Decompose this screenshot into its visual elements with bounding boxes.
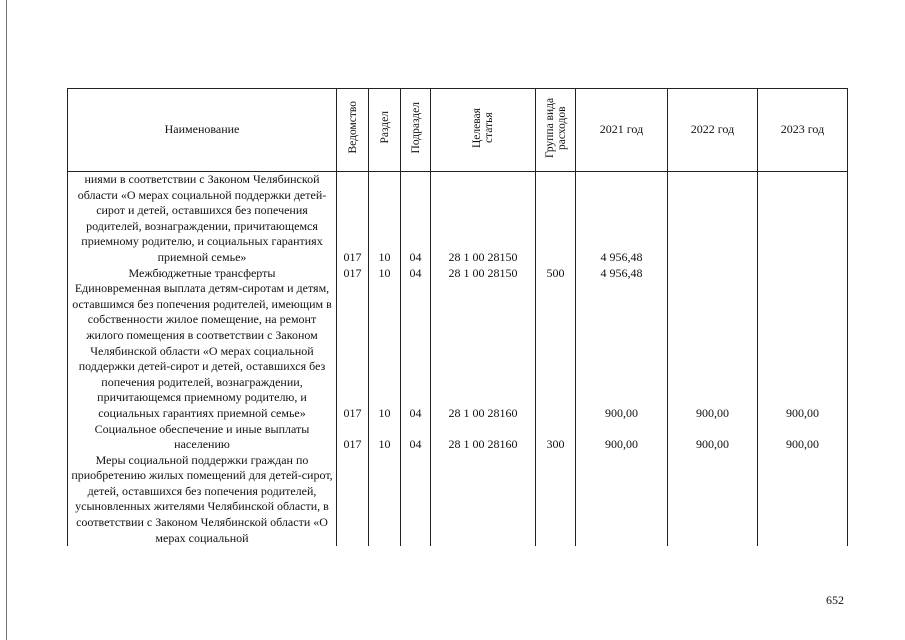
row-2021: 4 956,48 [576,266,668,282]
row-gruppa [536,172,576,266]
row-razdel [369,453,401,547]
row-vedomstvo: 017 [337,172,369,266]
row-podrazdel: 04 [401,281,431,421]
row-celevaya: 28 1 00 28150 [431,172,536,266]
row-2022 [668,453,758,547]
row-2021: 4 956,48 [576,172,668,266]
header-gruppa: Группа вида расходов [536,89,576,172]
row-vedomstvo: 017 [337,281,369,421]
row-2023: 900,00 [758,281,848,421]
page-number: 652 [826,593,844,607]
header-2023: 2023 год [758,89,848,172]
row-gruppa [536,453,576,547]
row-celevaya: 28 1 00 28160 [431,281,536,421]
row-razdel: 10 [369,281,401,421]
table-row [68,266,848,282]
row-2022 [668,266,758,282]
scan-edge-line [6,0,7,640]
table-row [68,172,848,266]
row-2022: 900,00 [668,422,758,453]
row-vedomstvo [337,453,369,547]
row-vedomstvo: 017 [337,422,369,453]
row-2021 [576,453,668,547]
row-2023 [758,172,848,266]
row-podrazdel: 04 [401,266,431,282]
row-2021: 900,00 [576,422,668,453]
header-vedomstvo: Ведомство [337,89,369,172]
row-2023 [758,266,848,282]
row-razdel: 10 [369,172,401,266]
row-name: Социальное обеспечение и иные выплаты населению [68,422,337,453]
row-celevaya: 28 1 00 28150 [431,266,536,282]
row-name: Межбюджетные трансферты [68,266,337,282]
header-podrazdel: Подраздел [401,89,431,172]
row-2023 [758,453,848,547]
table-row [68,281,848,421]
row-vedomstvo: 017 [337,266,369,282]
header-razdel: Раздел [369,89,401,172]
row-name: Единовременная выплата детям-сиротам и детям, оставшимся без попечения родителей, имеющим в собственности жилое помещение, на ремонт жилого помещения в соответствии с Законом Челябинской области «О мерах социальной поддержки детей-сирот и детей, оставшихся без попечения родителей, вознаграждении, причитающемся приемному родителю, и социальных гарантиях приемной семье» [68,281,337,421]
row-razdel: 10 [369,266,401,282]
row-2023: 900,00 [758,422,848,453]
header-celevaya: Целевая статья [431,89,536,172]
row-gruppa [536,281,576,421]
table-header-row [68,89,848,172]
row-2022 [668,172,758,266]
row-name: Меры социальной поддержки граждан по приобретению жилых помещений для детей-сирот, детей, оставшихся без попечения родителей, усыновленных жителями Челябинской области, в соответствии с Законом Челябинской области «О мерах социальной [68,453,337,547]
header-2021: 2021 год [576,89,668,172]
row-celevaya: 28 1 00 28160 [431,422,536,453]
row-podrazdel: 04 [401,172,431,266]
row-gruppa: 300 [536,422,576,453]
row-gruppa: 500 [536,266,576,282]
row-podrazdel [401,453,431,547]
table-row [68,422,848,453]
row-celevaya [431,453,536,547]
row-2022: 900,00 [668,281,758,421]
budget-table [67,88,848,546]
row-podrazdel: 04 [401,422,431,453]
header-name: Наименование [68,89,337,172]
row-name: ниями в соответствии с Законом Челябинской области «О мерах социальной поддержки детей-сирот и детей, оставшихся без попечения родителей, вознаграждении, причитающемся приемному родителю, и социальных гарантиях приемной семье» [68,172,337,266]
header-2022: 2022 год [668,89,758,172]
row-razdel: 10 [369,422,401,453]
row-2021: 900,00 [576,281,668,421]
table-row [68,453,848,547]
